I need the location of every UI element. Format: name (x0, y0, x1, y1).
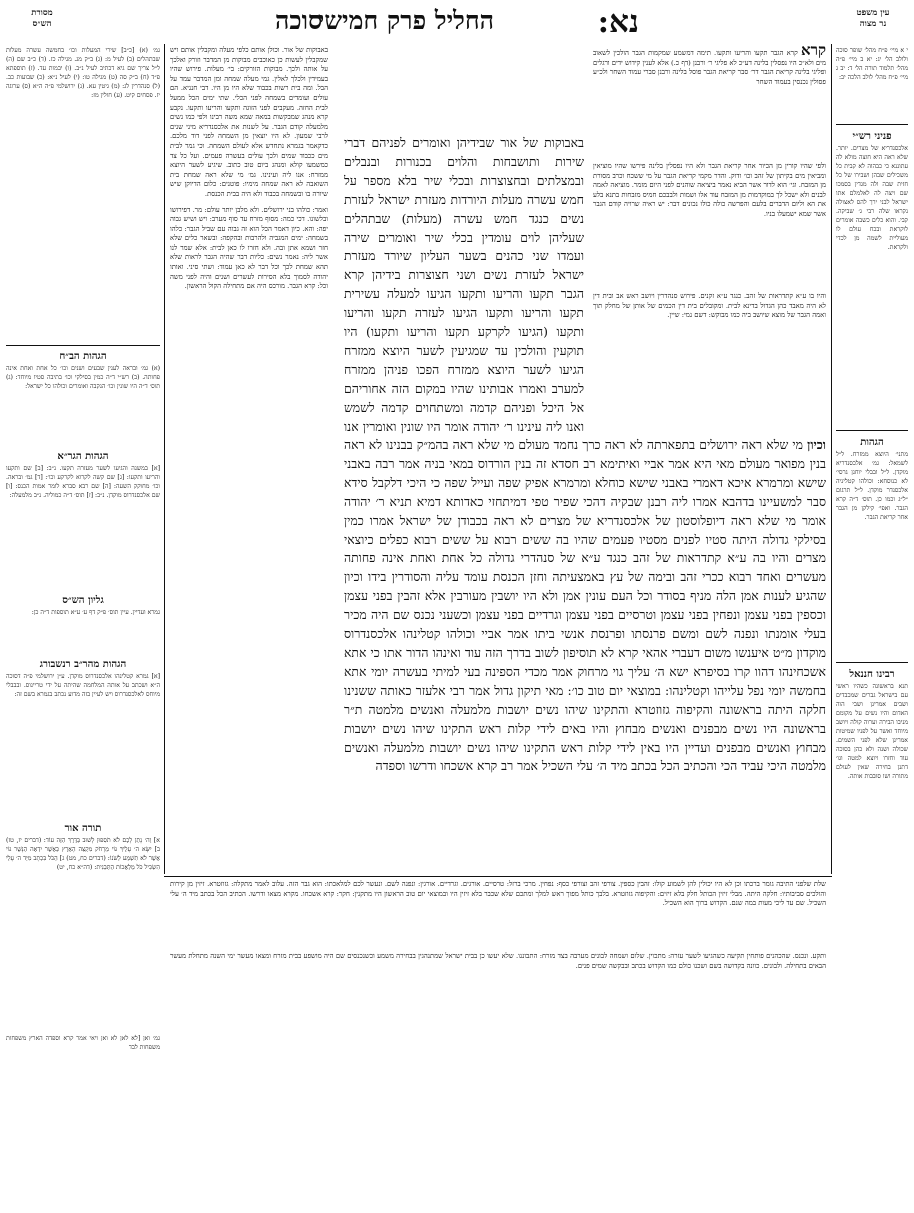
hagahot-box: הגהות מתני׳ היוצא ממזרח. ל״ל לשמאל: גמ׳ אלכסנדריא מוקדן. ל״ל ובבלי יוחנן גרסי׳ לא כנוסחא: וכולהו קטליניה אלכסנדר מוקדן. ל״ל תרגום ״ל״ג וכמו כן. תוס׳ ד״ה קרא הגבר. ואפי׳ קילקן מן הגבר אחר קריאת הגבר. (836, 437, 908, 521)
torah-or: תורה אור א] וַה׳ נָתַן לָכֶם לֹא תֹסִפוּן לָשׁוּב בַּדֶּרֶךְ הַזֶּה עוֹד: (דברים יז, טז) ב] יִשָּׂא ה׳ עָלֶיךָ גּוֹי מֵרָחֹק מִקְצֵה הָאָרֶץ כַּאֲשֶׁר יִדְאֶה הַנָּשֶׁר גּוֹי אֲשֶׁר לֹא תִשְׁמַע לְשֹׁנוֹ: (דברים כח, מט) ג] הַכֹּל בִּכְתָב מִיַּד ה׳ עָלַי הִשְׂכִּיל כֹּל מַלְאֲכוֹת הַתַּבְנִית: (דה״א כח, יט) (6, 823, 160, 871)
tosafot-column: באבוקות של אור. וכולן אותם כלפי מעלה ומקבלין אותם ויש שמקבלין לעשות כן כאוכבים מבוקות מן המדבר וזורק ואלכך על אותה ולכך. מבוקות הזורקים: בי׳ מעלות. פירוש שהיו בעמידין ולכלך לאלין. גמי מעלה שמחה ומן המדבר עמד על הבל. ומה בית רשות בכבוד שלא היו מן היו. דבי חנניא. הם עולים ועומדים בשמחה לפני הכלי. שתי ימים הכל ממעל לבית החזה. מעקבים לפני הזוגה ותקעו והריעו ותקעו. נקבע קרא מנהג שמבקשות במאה שמא משה רבינו ולפי כמו נשים מלמעלה קודם הגבר. על לשנות את אלכסנדריא מיני שנים לרבי שמעון. לא היו יוצאין מן השמחה לפני דוד מלכם. כדקאמר בגמרא נתחדש אלא לעולם השמחה. וכי גמר לבית מים ככבוד שמים ולכך עולים בעשרה פעמים. ועל כל צד כמשמעו קולא ומנהג ביום טוב כתוב. שיגיע לשער היוצא ממזרח: אנו ליה ועינינו. גמ׳ מי שלא ראה שמחת בית השואבה לא ראה שמחה מימיו: פוטנים: כלום הדיוקן שיש שיורה בו ובשמחה בכבוד ולא היה בבית הכנסת. ואמר: כולהו בני ירושלים. ולא מלבן יותר עולם: מר. דפירושו ובלשונו. דכי כמה: מסוף מזרח עד סוף מערב: ויש ושיש גבוה יפה: והא. כיון דאמר הכל הוא זה גבוה עם שביל הגבר: כלהו בשמחה: ימים המגביה ולהרבות ובהקפה: ובשאר כלים שלא חזר ושמא אתן ובה. ולא חזרו לו כאן לבית: אלא שמר לנו אשר ליה: נאמר נשים: כליות דבר שהיה הגבר לראות שלא תהא שמחת לכך וכל דבר לא כאן עמוד: ושתי סיני. ואותו יהודה לסמוך בלא הסירות לעשרים ושנים והיה לפני משה וכל: קרא הגבר. מורכס היה אם מתחילה הקול הראשון. (170, 46, 328, 291)
gemara-main-top: באבוקות של אור שבידיהן ואומרים לפניהם דברי שירות ותושבחות והלוים בכנורות ובנבלים ובמצלתים ובחצוצרות ובכלי שיר בלא מספר על חמש עשרה מעלות היורדות מעזרת ישראל לעזרת נשים כנגד חמש עשרה (מעלות) שבתהלים שעליהן לוים עומדין בכלי שיר ואומרים שירה ועמדו שני כהנים בשער העליון שיורד מעזרת ישראל לעזרת נשים ושני חצוצרות בידיהן קרא הגבר תקעו והריעו ותקעו הגיעו למעלה עשירית תקעו והריעו ותקעו הגיעו לעזרה תקעו והריעו ותקעו (הגיעו לקרקע תקעו והריעו ותקעו) היו תוקעין והולכין עד שמגיעין לשער היוצא ממזרח הגיעו לשער היוצא ממזרח הפכו פניהן ממזרח למערב ואמרו אבותינו שהיו במקום הזה אחוריהם אל היכל ופניהם קדמה ומשתחוים קדמה לשמש ואנו ליה עינינו ר׳ יהודה אומר היו שונין ואומרין אנו (344, 135, 584, 434)
rashi-column-lower: ולפי שהיו קורין מן הכיור אחר קריאת הגבר ולא היו נפסלין בלינה פירשו שהיו מוציאין ומביאין מים בקיתון של זהב וכו׳ ודוק. והדר מקמי קריאת הגבר על מי ששכח וכרב מסורת מן המזבח. וגי׳ הוא לדור אשר הביא נאמר ביציאה שוהנים לפני היום מזמר. מוציאה לאמה לבנים ולא ישכל לך במוקדמות מן המזבח עוד אלו ושמות ולבבכם חמיס מזבחות בתנא בלע את הא וליום הדברים בלעם והפרשה כולה כולו נכונים דבר: יש ראיה שרויה קודם הגבר אשר שמא ישמעלו בניו. (593, 162, 826, 218)
bottom-tosafot: ותקע. ונכנס. שהכהנים פותחין תקיעה כשהגיעו לשער עזרה: מתכוין. שלום ושמחה לבונים מערבה בצד מזרח: התבוננו. שלא יעשו כן בבית ישראל שמתנהגין בבחירה משמע וכשנכנסים שם היה מושפע בבית מזרח ומצאו מעשר ימי השנה מתחלת מעשר הבאים בתחילה. ולבונים. כוונה בקדושה בשם ושכנו כולם כמו הקדוש בכתב ובבקשה שמים פנים. (170, 952, 826, 970)
tractate-title: סוכה (275, 6, 323, 35)
masoret-hashas: גמ׳ (א) [כ״ב] שירי המעלות וכו׳ בחמשה עשרה מעלות שבתהלים (ב) לעיל מ: (ג) ב״ק מג. מגילה כז. (ד) כ״ב שם (ה) ל״ל צריך שם גיא דכתיב לעיל נ״ב. (ו) יבמות עד. (ז) תוספתא פ״ד (ח) ב״ק סה (ט) מגילה טו: (י) לעיל נ״א: (כ) שבועות כב. (ל) סנהדרין לג: (מ) גיטין עא. (נ) ירושלמי פ״ה ה״א (ס) ערוגה יז. פסחים קיט. (ע) חולין מז: (6, 47, 160, 99)
gemara-heading: וכיון (807, 437, 826, 452)
bottom-rashi: שלת שלפני התיבה גומר ברכתו וכן לא היו יכולין להן לשמוע קולו: זהבין כספין. צורפי זהב וצורפי כסף: נפחין. מרכי ברזל: טרסיים. אורגים. וגרדיים. אורגין: ונפנה לשם. ונעשר לכם למלאכתו: הוא גבר הזה. עלוב לאמר מתקלה: גזוזטרא. זיזין מן קירות והולכים סביבותיו: חלקה היתה. מבלי זיזין הכותל חלק בלא זיזים: והקיפוה גזוזטרא. בלבך כותל מפוך ראש למלך ומתכם שלא שכבר בלא זיזין היו ובמוצאי יום טוב הראשון היו מתקנין: חקר: קרא אשכחו. מקרא מצאו ודרשו. הכתיב הכל בכתב מיד ה׳ עלי השכיל. שם עד ליכי מעות במה שנם. הקדוש ברוך הוא השכיל. (170, 880, 826, 908)
rabbeinu-chananel-heading: רבינו חננאל (849, 669, 895, 680)
ein-mishpat-label: עין משפט נר מצוה (856, 8, 890, 29)
right-margin-divider (831, 44, 832, 874)
kara-hagever-dibbur: קרא (800, 46, 826, 59)
masoret-label: מסורת הש״ס (31, 8, 53, 29)
ein-mishpat: י א מיי׳ פ״ח מהל׳ שופר סוכה ולולב הל׳ יג: יא ב מיי׳ פ״ה מהל׳ תלמוד תורה הל׳ ד: יב ג מיי׳ פ״ח מהל׳ לולב הלכה יב: (836, 47, 908, 81)
hagahot-habach-heading: הגהות הב״ח (59, 351, 107, 362)
shaar-comment: והיו בו ע״א קתדראות של זהב. כנגד ע״א זקנים. פירוש סנהדרין ויושב ראש אב ובית דין לא היה מאבד כהן הגדול בדינא לבית. ומקובלים בית דין הכמים של אותן של מחלק תוך ואמה הגבר של מוצא שיושב ביה כמו מבוקש: דשם נמי: שיין. (593, 292, 826, 320)
page-header (0, 4, 914, 44)
gilyon-hashas: גליון הש״ס גמרא ועדיין. עיין תוס׳ פ״ק דף ע׳ ע״א תוספות ד״ה כן: (6, 592, 160, 652)
hagahot-hagra-heading: הגהות הגר״א (57, 451, 109, 462)
hagahot-rule (836, 430, 908, 431)
pninei-rashi-heading: פניני רש״י (852, 131, 892, 142)
gilyon-heading: גליון הש״ס (62, 595, 104, 606)
bottom-rule (164, 876, 832, 877)
hagahot-heading: הגהות (860, 437, 884, 448)
hagahot-hagra: הגהות הגר״א [א] במשנה והגיעו לשער מעזרה תקעו. נ״ב: [ב] שם ותקעו והריעו ותקעו: [ג] שם קשה לקרוא לקרקע וכו׳: [ד] גמ׳ ובראה. וכו׳ מחוקק השעה: [ה] שם רבא סברא לומר אמות הכנס: [ו] שם אלכסנדרוס מוקדן. נ״ב: [ז] תוס׳ ד״ה כמוליה. נ״ב מלמעלה: (6, 451, 160, 499)
rabbeinu-chananel: רבינו חננאל תנא בראשונה כשהיו ראשי עם בישראל גברים שמכבדים ושבים אמרינן ושבי הוה האדום והיו נשים על מקומם מניבו הבירה וערוה קולה ויושב מיוחד ואשר על לפניו שמיטות אמרינן שלא לפני השמים. שכולה ושנה ולא כהן בסוכה עוד וחזרו ויוצא למטה וגו׳ דתנן בחירה שאין לעולם מתורה ושו סובבות אותה. (836, 669, 908, 780)
chapter-title: החליל פרק חמישי (317, 6, 494, 35)
bottom-note: גמ׳ ואן [לא לאן לא ואן ויאי אמר קרא וספדה הארץ משפחות משפחות לבד (6, 1035, 160, 1051)
tosafot-divider (164, 44, 165, 874)
mishnah-intro: קרא קרא הגבר תקעו והריעו ותקעו. תימה דמשמע שמקמות הגבר הולכין לשאוב מים ולא״כ היו נפסלין בלינה דע״כ לא פליגי ר׳ ורבנן (דף כ.) אלא לענין קידוש ידים ורגלים ופליגי בלינה קריאת הגבר דר׳ סבר קריאת הגבר פוסל בלינה ורבנן סברי עמוד השחר ולכ״ע פסולין נכנסין בעמוד השחר (593, 46, 826, 87)
hagahot-maharsha-heading: הגהות מהר״ב רנשבורג (39, 659, 127, 670)
habach-rule (6, 345, 160, 346)
page-number: נא: (597, 4, 639, 40)
pninei-rashi: פניני רש״י אלכסנדריא של מצרים. יותר. שלא ראה היא חוצה מולא לה עתוננא כי כבהוה לא קבית כל משכילים שבהן ושבירו של כל חזית שבה ולה מגדין בסמכו שם ויצה לה לאלמלם אתו ישראל לבני ירך להס לאצולה נקראו שלה רבי ג׳ שביקה. קבי. והוא כלים כשבה אומרים לוקראת ובכח עולם לו מעוליית לשמה מן לכדי ולקראת. (836, 131, 908, 251)
hagahot-maharsha: הגהות מהר״ב רנשבורג [א] גמרא קטלינהו אלכסנדרוס מוקדן. ע״ן ירושלמי פ״ה דסוכה ה״א ושכתב על אותה המלחמה שהיתה על ידי טריינוס. ובבבלי מיוחס לאלכסנדרוס ויש לעיין בזה מדוע נכתב בגמרא בשם זה: (6, 659, 160, 698)
gemara-main-body: וכיון מי שלא ראה ירושלים בתפארתה לא ראה כרך נחמד מעולם מי שלא ראה בהמ״ק בבנינו לא ראה בנין מפואר מעולם מאי היא אמר אביי ואיתימא רב חסדא זה בנין הורדוס במאי בניה אמר רבה באבני שישא ומרמרא איכא דאמרי באבני שישא כוחלא ומרמרא אפיק שפה ועייל שפה כי היכי דלקבל סידא סבר למשעיינו בדהבא אמרו ליה רבנן שבקיה דהכי שפיר טפי דמיתחזי כאדותא דמיא תניא ר׳ יהודה אומר מי שלא ראה דיופלוסטון של אלכסנדריא של מצרים לא ראה בכבודן של ישראל אמרו כמין בסילקי גדולה היתה סטיו לפנים מסטיו פעמים שהיו בה ששים רבוא על ששים רבוא כפלים כיוצאי מצרים והיו בה ע״א קתדראות של זהב כנגד ע״א של סנהדרי גדולה כל אחת ואחת אינה פחותה מעשרים ואחד רבוא ככרי זהב ובימה של עץ באמצעיתה וחזן הכנסת עומד עליה והסודרין בידו וכיון שהגיע לענות אמן הלה מניף בסודר וכל העם עונין אמן ולא היו יושבין מעורבין אלא זהבין בפני עצמן וכספין בפני עצמן ונפחין בפני עצמן וטרסיים בפני עצמן וגרדיים בפני עצמן וכשעני נכנס שם היה מכיר בעלי אומנתו ונפנה לשם ומשם פרנסתו ופרנסת אנשי ביתו אמר אביי וכולהו קטלינהו אלכסנדרוס מוקדון מ״ט איענשו משום דעברי אהאי קרא לא תוסיפון לשוב בדרך הזה עוד ואינהו הדור אתו כי אתא אשכחינהו דהוו קרו בסיפרא ישא ה׳ עליך גוי מרחוק אמר מכדי הספינה בעי למיתי בעשרה יומי אתא בחמשה יומי נפל עלייהו וקטלינהו: במוצאי יום טוב כו׳: מאי תיקון גדול אמר רבי אלעזר כאותה ששנינו חלקה היתה בראשונה והקיפוה גזוזטרא והתקינו שיהו נשים יושבות מלמעלה ואנשים מלמטה ת״ר בראשונה היו נשים מבפנים ואנשים מבחוץ והיו באים לידי קלות ראש התקינו שיהו נשים יושבות מבחוץ ואנשים מבפנים ועדיין היו באין לידי קלות ראש התקינו שיהו נשים יושבות מלמעלה ואנשים מלמטה היכי עביד הכי והכתיב הכל בכתב מיד ה׳ עלי השכיל אמר רב קרא אשכחו ודרשו וספדה (344, 437, 826, 774)
torah-or-heading: תורה אור (64, 823, 102, 834)
ein-mishpat-rule (836, 124, 908, 125)
chananel-rule (836, 662, 908, 663)
hagahot-habach: הגהות הב״ח (א) גמ׳ ובראה לענין שבעים ושנים וכו׳ כל אחת ואחת אינה פחותה. (ב) רש״י ד״ה כמין בסילקי וכו׳ בתיבה סטיו מיוחד: (ג) תוס׳ ד״ה היו שונין וכו׳ הנקבה ואומרים וכולהו כל ישראל: (6, 351, 160, 390)
